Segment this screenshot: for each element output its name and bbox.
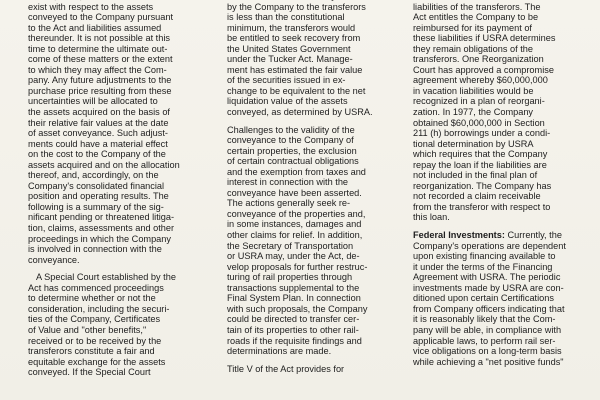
text-line: velop proposals for further restruc-	[227, 261, 368, 272]
text-line: position and operating results. The	[28, 191, 169, 202]
text-line: tain of its properties to other rail-	[227, 324, 359, 335]
text-line: of the securities issued in ex-	[227, 75, 346, 86]
text-line: ments could have a material effect	[28, 138, 168, 149]
text-column-3	[413, 0, 585, 367]
text-line: conveyance.	[28, 254, 80, 265]
text-line: of Value and "other benefits,"	[28, 324, 147, 335]
paragraph	[28, 272, 195, 377]
text-line: 211 (h) borrowings under a condi-	[413, 128, 551, 139]
text-line: with such proposals, the Company	[227, 303, 368, 314]
text-line: while achieving a "net positive funds"	[413, 356, 564, 367]
text-line: on the cost to the Company of the	[28, 149, 166, 160]
text-line: transferors constitute a fair and	[28, 346, 155, 357]
text-line: Agreement with USRA. The periodic	[413, 272, 561, 283]
text-column-1	[28, 0, 195, 378]
text-line: pany will be able, in compliance with	[413, 324, 562, 335]
text-column-2	[227, 0, 395, 374]
text-line: thereof, and, accordingly, on the	[28, 170, 159, 181]
text-line: ment has estimated the fair value	[227, 64, 363, 75]
text-line: from the transferor with respect to	[413, 201, 551, 212]
text-line: liquidation value of the assets	[227, 96, 348, 107]
text-line: not included in the final plan of	[413, 170, 538, 181]
text-line: reimbursed for its payment of	[413, 22, 532, 33]
text-line: transferors. One Reorganization	[413, 54, 544, 65]
text-line: under the Tucker Act. Manage-	[227, 54, 353, 65]
text-line: could be directed to transfer cer-	[227, 314, 360, 325]
text-line: conveyed to the Company pursuant	[28, 12, 174, 23]
text-line: their relative fair values at the date	[28, 117, 169, 128]
text-line: Final System Plan. In connection	[227, 293, 361, 304]
text-line: other claims for relief. In addition,	[227, 230, 363, 241]
text-line: consideration, including the securi-	[28, 303, 170, 314]
text-line: A Special Court established by the	[36, 272, 176, 283]
text-line: reorganization. The Company has	[413, 180, 552, 191]
text-line: equitable exchange for the assets	[28, 356, 166, 367]
text-line: tional determination by USRA	[413, 138, 534, 149]
text-line: purchase price resulting from these	[28, 85, 172, 96]
text-line: determinations are made.	[227, 346, 332, 357]
text-line: not recorded a claim receivable	[413, 191, 541, 202]
text-line: conveyance of the properties and,	[227, 208, 366, 219]
text-line: vice obligations on a long-term basis	[413, 346, 562, 357]
paragraph	[227, 364, 395, 375]
text-line: conveyance have been asserted.	[227, 187, 362, 198]
text-line: they remain obligations of the	[413, 43, 534, 54]
text-line: turing of rail properties through	[227, 272, 353, 283]
text-line: obtained $60,000,000 in Section	[413, 117, 545, 128]
text-line: time to determine the ultimate out-	[28, 43, 168, 54]
text-line: Company's consolidated financial	[28, 180, 165, 191]
text-line: roads if the requisite findings and	[227, 335, 362, 346]
text-line: these liabilities if USRA determines	[413, 33, 556, 44]
text-line: this loan.	[413, 212, 450, 223]
text-line: Court has approved a compromise	[413, 64, 554, 75]
text-line: change to be equivalent to the net	[227, 85, 366, 96]
text-line: ties of the Company, Certificates	[28, 314, 161, 325]
text-line: The actions generally seek re-	[227, 198, 351, 209]
text-line: to determine whether or not the	[28, 293, 156, 304]
text-line: conveyance to the Company of	[227, 135, 354, 146]
text-line	[413, 230, 585, 241]
text-line: liabilities of the transferors. The	[413, 1, 541, 12]
text-line: be entitled to seek recovery from	[227, 33, 361, 44]
text-line: in some instances, damages and	[227, 219, 362, 230]
text-line: Company's operations are dependent	[413, 240, 566, 251]
text-line: the Secretary of Transportation	[227, 240, 354, 251]
paragraph	[227, 0, 395, 118]
paragraph	[28, 0, 195, 265]
paragraph	[413, 0, 585, 223]
paragraph	[413, 230, 585, 367]
text-line: certain properties, the exclusion	[227, 145, 357, 156]
text-line: it under the terms of the Financing	[413, 261, 553, 272]
text-line: applicable laws, to perform rail ser-	[413, 335, 556, 346]
text-line: investments made by USRA are con-	[413, 282, 564, 293]
text-line: in vacation liabilities would be	[413, 85, 534, 96]
text-line: Act has commenced proceedings	[28, 282, 164, 293]
text-line: is less than the constitutional	[227, 12, 345, 23]
text-line: of asset conveyance. Such adjust-	[28, 128, 168, 139]
text-line: repay the loan if the liabilities are	[413, 159, 547, 170]
text-line: recognized in a plan of reorgani-	[413, 96, 545, 107]
text-line: tion, claims, assessments and other	[28, 223, 175, 234]
text-line: conveyed. If the Special Court	[28, 367, 151, 378]
text-line: which requires that the Company	[413, 149, 548, 160]
text-line: agreement whereby $60,000,000	[413, 75, 548, 86]
text-line: proceedings in which the Company	[28, 233, 171, 244]
text-line: interest in connection with the	[227, 177, 349, 188]
text-line: thereunder. It is not possible at this	[28, 33, 170, 44]
text-line: from Company officers indicating that	[413, 303, 565, 314]
section-heading: Federal Investments:	[413, 230, 505, 241]
text-line: upon existing financing available to	[413, 251, 556, 262]
text-line: Act entitles the Company to be	[413, 12, 539, 23]
text-line: received or to be received by the	[28, 335, 162, 346]
text-run: Currently, the	[504, 230, 562, 241]
text-line: assets acquired and on the allocation	[28, 159, 180, 170]
text-line: zation. In 1977, the Company	[413, 107, 534, 118]
text-line: to the Act and liabilities assumed	[28, 22, 162, 33]
text-line: and the exemption from taxes and	[227, 166, 366, 177]
text-line: transactions supplemental to the	[227, 282, 360, 293]
text-line: come of these matters or the extent	[28, 54, 173, 65]
text-line: is involved in connection with the	[28, 244, 162, 255]
text-line: of certain contractual obligations	[227, 156, 359, 167]
text-line: following is a summary of the sig-	[28, 201, 164, 212]
text-line: to which they may affect the Com-	[28, 64, 167, 75]
text-line: uncertainties will be allocated to	[28, 96, 158, 107]
text-line: by the Company to the transferors	[227, 1, 366, 12]
text-line: pany. Any future adjustments to the	[28, 75, 172, 86]
text-line: Challenges to the validity of the	[227, 124, 355, 135]
text-line: the United States Government	[227, 43, 351, 54]
text-line: nificant pending or threatened litiga-	[28, 212, 175, 223]
text-line: exist with respect to the assets	[28, 1, 154, 12]
text-line: it is reasonably likely that the Com-	[413, 314, 556, 325]
text-line: ditioned upon certain Certifications	[413, 293, 554, 304]
text-line: or USRA may, under the Act, de-	[227, 251, 360, 262]
text-line: Title V of the Act provides for	[227, 363, 345, 374]
text-line: minimum, the transferors would	[227, 22, 356, 33]
text-line: the assets acquired on the basis of	[28, 107, 170, 118]
paragraph	[227, 125, 395, 357]
text-line: conveyed, as determined by USRA.	[227, 107, 373, 118]
